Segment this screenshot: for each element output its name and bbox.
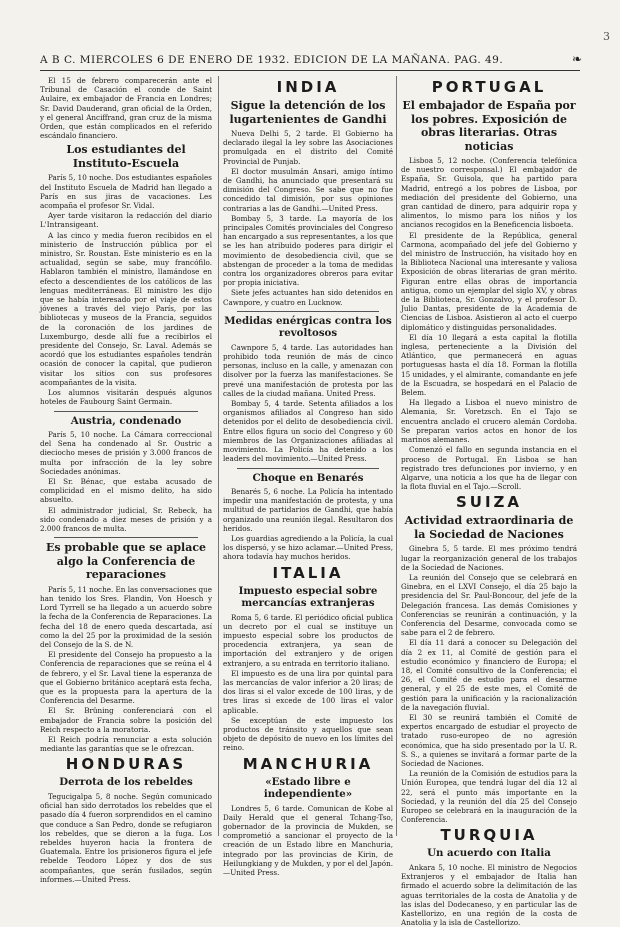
headline-gandhi: Sigue la detención de los lugartenientes de Gandhi — [229, 99, 387, 126]
paragraph: El Sr. Brüning conferenciará con el embajador de Francia sobre la posición del Reich respecto a la moratoria. — [40, 706, 212, 734]
masthead: A B C. MIERCOLES 6 DE ENERO DE 1932. EDICION DE LA MAÑANA. PAG. 49. — [40, 54, 580, 71]
headline-acuerdo-italia: Un acuerdo con Italia — [427, 847, 551, 860]
headline-rebeldes: Derrota de los rebeldes — [59, 776, 193, 789]
page-ornament: ❧ — [571, 52, 582, 66]
paragraph: Comenzó el fallo en segunda instancia en el proceso de Portugal. En Lisboa se han registrado tres defunciones por invierno, y en Algarve, una noticia a los que ha de llegar con la flota fluvial en el Tajo.—Scroll. — [401, 445, 577, 492]
paragraph: Bombay 5, 4 tarde. Setenta afiliados a los organismos afiliados al Congreso han sido detenidos por el delito de desobediencia civil. Entre ellos figura un socio del Congreso y 60 miembros de las Organizaciones afiliadas al movimiento. La Policía ha detenido a los leaders del movimiento.—United Press. — [223, 399, 393, 464]
paragraph: El Reich podría renunciar a esta solución mediante las garantías que se le ofrezcan. — [40, 734, 212, 754]
country-heading-manchuria: MANCHURIA — [242, 754, 374, 773]
paragraph: París 5, 10 noche. Dos estudiantes españoles del Instituto Escuela de Madrid han llegado a París en sus jiras de vacaciones. Les acompaña el profesor Sr. Vidal. — [40, 173, 212, 211]
article-intro: El 15 de febrero comparecerán ante el Tribunal de Casación el conde de Saint Aulaire, ex embajador de Francia en Londres; Sr. David Dauderand, gran oficial de la Orden, y el general Anciffrand, gran cruz de la misma Orden, que están complicados en el referido escándalo financiero. — [40, 76, 212, 141]
divider — [54, 411, 198, 412]
paragraph: Roma 5, 6 tarde. El periódico oficial publica un decreto por el cual se instituye un impuesto especial sobre los productos de procedencia extranjera, ya sean de importación del extranjero y de origen extranjero, a su entrada en territorio italiano. — [223, 612, 393, 668]
paragraph: Ankara 5, 10 noche. El ministro de Negocios Extranjeros y el embajador de Italia han firmado el acuerdo sobre la delimitación de las aguas territoriales de la costa de Anatolia y de las islas del Dodecaneso, y en particular las de Kastellorizo, en una región de la costa de Anatolia y la isla de Castellorizo. — [401, 862, 577, 927]
paragraph: El presidente de la República, general Carmona, acompañado del jefe del Gobierno y del ministro de Instrucción, ha visitado hoy en la Biblioteca Nacional una interesante y valiosa Exposición de obras literarias de gran mérito. Figuran entre ellas obras de importancia antigua, como un ejemplar del siglo XV, y obras de la Biblioteca, Sr. Gonzalvo, y el profesor D. Julio Dantas, presidente de la Academia de Ciencias de Lisboa. Asistieron al acto el cuerpo diplomático y distinguidas personalidades. — [401, 230, 577, 332]
divider — [54, 537, 198, 538]
headline-estudiantes: Los estudiantes del Instituto-Escuela — [66, 143, 186, 170]
paragraph: A las cinco y media fueron recibidos en el ministerio de Instrucción pública por el ministro, Sr. Roustan. Este ministerio es en la actualidad, según se sabe, muy francófilo. Hablaron también el ministro, llamándose en efecto a descendientes de los católicos de las lenguas mediterráneas. El ministro les dijo que se había interesado por el viaje de estos jóvenes a través del viejo París, por las bibliotecas y museos de la Francia, seguidos de la coronación de los jardines de Luxemburgo, desde allí fue a recibirlos el presidente del Consejo, Sr. Laval. Además se acordó que los estudiantes españoles tendrán ocasión de conocer la capital, que pudieron visitar los sitios con sus profesores acompañantes de la visita. — [40, 230, 212, 387]
paragraph: El Sr. Bénac, que estaba acusado de complicidad en el mismo delito, ha sido absuelto. — [40, 477, 212, 505]
headline-benares: Choque en Benarés — [252, 471, 364, 484]
paragraph: Los alumnos visitarán después algunos hoteles de Faubourg Saint Germain. — [40, 388, 212, 407]
paragraph: Nueva Delhi 5, 2 tarde. El Gobierno ha declarado ilegal la ley sobre las Asociaciones promulgada en el distrito del Comité Provincial de Punjab. — [223, 129, 393, 166]
paragraph: El impuesto es de una lira por quintal para las mercancías de valor inferior a 20 liras; de dos liras si el valor excede de 100 liras, y de tres liras si excede de 100 liras el valor aplicable. — [223, 668, 393, 715]
paragraph: París 5, 11 noche. En las conversaciones que han tenido los Sres. Flandin, Von Hoesch y Lord Tyrrell se ha llegado a un acuerdo sobre la fecha de la Conferencia de Reparaciones. La fecha del 18 de enero queda descartada, así como la del 25 por la proximidad de la sesión del Consejo de la S. de N. — [40, 584, 212, 649]
country-heading-turquia: TURQUIA — [440, 826, 538, 845]
headline-estado-libre: «Estado libre e independiente» — [263, 775, 353, 801]
paragraph: El día 10 llegará a esta capital la flotilla inglesa, perteneciente a la División del Atlántico, que permanecerá en aguas portuguesas hasta el día 18. Forman la flotilla 15 unidades, y el almirante, comandante en jefe de la Escuadra, se hospedará en el Palacio de Belem. — [401, 332, 577, 398]
column-2 — [218, 76, 393, 878]
headline-embajador: El embajador de España por los pobres. Exposición de obras literarias. Otras noticias — [402, 99, 576, 153]
page-corner-number: 3 — [603, 30, 610, 43]
divider — [237, 468, 379, 469]
paragraph: El administrador judicial, Sr. Rebeck, ha sido condenado a diez meses de prisión y a 2.000 francos de multa. — [40, 505, 212, 534]
paragraph: Ha llegado a Lisboa el nuevo ministro de Alemania, Sr. Voretzsch. En el Tajo se encuentra anclado el crucero alemán Cordoba. Se preparan varios actos en honor de los marinos alemanes. — [401, 398, 577, 445]
divider — [237, 311, 379, 312]
headline-reparaciones: Es probable que se aplace algo la Conferencia de reparaciones — [45, 541, 207, 582]
paragraph: Ayer tarde visitaron la redacción del diario L'Intransigeant. — [40, 211, 212, 230]
country-heading-suiza: SUIZA — [455, 493, 523, 512]
paragraph: Siete jefes actuantes han sido detenidos en Cawnpore, y cuatro en Lucknow. — [223, 288, 393, 307]
paragraph: La reunión de la Comisión de estudios para la Unión Europea, que tendrá lugar del día 12 al 22, será el punto más importante en la Sociedad, y la reunión del día 25 del Consejo Europeo se celebrará en la inauguración de la Conferencia. — [401, 769, 577, 825]
column-1 — [40, 76, 212, 884]
paragraph: Benarés 5, 6 noche. La Policía ha intentado impedir una manifestación de protesta, y una multitud de partidarios de Gandhi, que había organizado una reunión ilegal. Resultaron dos heridos. — [223, 487, 393, 533]
paragraph: Bombay 5, 3 tarde. La mayoría de los principales Comités provinciales del Congreso han encargado a sus representantes, a los que se les han atribuido poderes para dirigir el movimiento de desobediencia civil, que se abstengan de proceder a la toma de medidas contra los organizadores obreros para evitar por propia iniciativa. — [223, 213, 393, 288]
paragraph: Se exceptúan de este impuesto los productos de tránsito y aquellos que sean objeto de depósito de nuevo en los límites del reino. — [223, 715, 393, 753]
headline-medidas: Medidas enérgicas contra los revoltosos — [224, 314, 392, 340]
headline-impuesto: Impuesto especial sobre mercancías extranjeras — [238, 584, 378, 610]
paragraph: El presidente del Consejo ha propuesto a la Conferencia de reparaciones que se reúna el 4 de febrero, y el Sr. Laval tiene la esperanza de que el Gobierno británico aceptará esta fecha, que es la propuesta para la apertura de la Conferencia del Desarme. — [40, 650, 212, 706]
column-3 — [396, 76, 577, 927]
paragraph: Los guardias agrediendo a la Policía, la cual los dispersó, y se hizo aclamar.—United Press, ahora todavía hay muchos heridos. — [223, 534, 393, 562]
country-heading-italia: ITALIA — [272, 563, 344, 582]
paragraph: París 5, 10 noche. La Cámara correccional del Sena ha condenado al Sr. Oustric a dieciocho meses de prisión y 3.000 francos de multa por infracción de la ley sobre Sociedades anónimas. — [40, 430, 212, 476]
paragraph: Ginebra 5, 5 tarde. El mes próximo tendrá lugar la reorganización general de los trabajos de la Sociedad de Naciones. — [401, 544, 577, 572]
country-heading-honduras: HONDURAS — [65, 755, 187, 774]
country-heading-india: INDIA — [276, 78, 340, 96]
headline-oustric: Austria, condenado — [70, 414, 182, 427]
country-heading-portugal: PORTUGAL — [431, 78, 547, 96]
paragraph: Tegucigalpa 5, 8 noche. Según comunicado oficial han sido derrotados los rebeldes que el pasado día 4 fueron sorprendidos en el camino que conduce a San Pedro, donde se refugiaron los rebeldes, que se dieron a la fuga. Los rebeldes huyeron hacia la frontera de Guatemala. Entre los prisioneros figura el jefe rebelde Teodoro López y dos de sus acompañantes, que serán fusilados, según informes.—United Press. — [40, 791, 212, 884]
paragraph: El día 11 dará a conocer su Delegación del día 2 ex 11, al Comité de gestión para el estudio económico y financiero de Europa; el 18, el Comité consultivo de la Conferencia; el 26, el Comité de estudio para el desarme general, y el 25 de este mes, el Comité de gestión para la unificación y la racionalización de la navegación fluvial. — [401, 638, 577, 712]
headline-sociedad-naciones: Actividad extraordinaria de la Sociedad de Naciones — [404, 514, 574, 541]
paragraph: El doctor musulmán Ansari, amigo íntimo de Gandhi, ha anunciado que presentará su dimisión del Congreso. Se sabe que no fue concedido tal dimisión, por sus opiniones contrarias a las de Gandhi.—United Press. — [223, 166, 393, 213]
paragraph: El 30 se reunirá también el Comité de expertos encargado de estudiar el proyecto de tratado ruso-europeo de no agresión económica, que ha sido presentado por la U. R. S. S., a quienes se invitará a formar parte de la Sociedad de Naciones. — [401, 712, 577, 768]
paragraph: Cawnpore 5, 4 tarde. Las autoridades han prohibido toda reunión de más de cinco personas, incluso en la calle, y amenazan con disolver por la fuerza las manifestaciones. Se prevé una manifestación de protesta por las calles de la ciudad mañana. United Press. — [223, 342, 393, 398]
paragraph: Lisboa 5, 12 noche. (Conferencia telefónica de nuestro corresponsal.) El embajador de España, Sr. Guisola, que ha partido para Madrid, entregó a los pobres de Lisboa, por mediación del presidente del Gobierno, una gran cantidad de dinero, para adquirir ropa y alimentos, lo mismo para los niños y los ancianos recogidos en la Beneficencia lisboeta. — [401, 156, 577, 230]
paragraph: La reunión del Consejo que se celebrará en Ginebra, en el LXVI Consejo, el día 25 bajo la presidencia del Sr. Paul-Boncour, del jefe de la Delegación francesa. Las demás Comisiones y Conferencias se reunirán a continuación, y la Conferencia del Desarme, convocada como se sabe para el 2 de febrero. — [401, 572, 577, 638]
paragraph: Londres 5, 6 tarde. Comunican de Kobe al Daily Herald que el general Tchang-Tso, gobernador de la provincia de Mukden, se comprometió a sancionar el proyecto de la creación de un Estado libre en Manchuria, integrado por las provincias de Kirin, de Heilungkiang y de Mukden, y por el del Japón.—United Press. — [223, 803, 393, 878]
